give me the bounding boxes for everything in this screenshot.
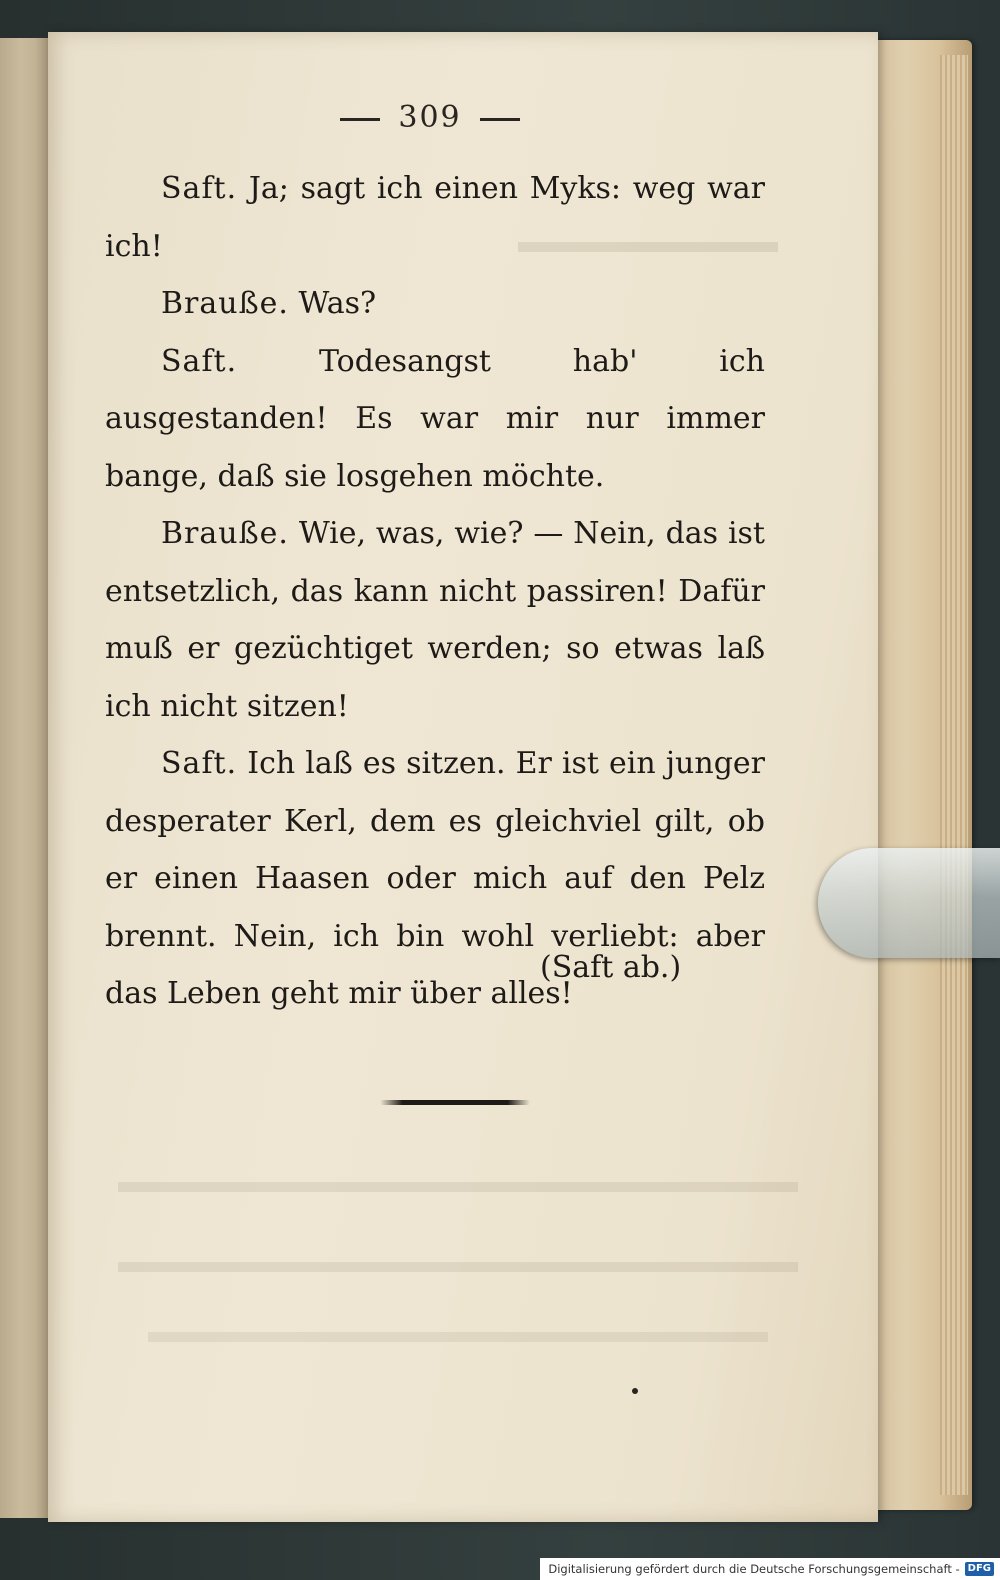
speaker-name: Saft. <box>161 746 238 781</box>
paragraph <box>105 505 765 735</box>
body-text <box>105 160 765 1023</box>
ink-speck <box>632 1388 638 1394</box>
page-clip <box>818 848 1000 958</box>
dialogue-text: Wie, was, wie? — Nein, das ist entsetzlich, das kann nicht passiren! Dafür muß er gezüchtiget werden; so etwas laß ich nicht sitzen! <box>105 516 765 724</box>
speaker-name: Brauße. <box>161 286 289 321</box>
dialogue-text: Todesangst hab' ich ausgestanden! Es war mir nur immer bange, daß sie losgehen möchte. <box>105 343 765 494</box>
paragraph <box>105 160 765 275</box>
page-stack-lines <box>940 55 968 1495</box>
page-number-dash-left <box>340 118 380 121</box>
dialogue-text: Was? <box>298 286 377 321</box>
stage-direction: (Saft ab.) <box>540 950 682 985</box>
section-end-rule <box>380 1100 530 1105</box>
credit-text: Digitalisierung gefördert durch die Deutsche Forschungsgemeinschaft - <box>548 1562 960 1576</box>
speaker-name: Saft. <box>161 171 238 206</box>
page-number-dash-right <box>480 118 520 121</box>
page-number <box>0 100 860 135</box>
speaker-name: Saft. <box>161 343 238 379</box>
paragraph <box>105 333 765 506</box>
speaker-name: Brauße. <box>161 516 289 551</box>
paragraph <box>105 275 765 333</box>
page-number-text: 309 <box>398 100 462 135</box>
dialogue-text: Ich laß es sitzen. Er ist ein junger desperater Kerl, dem es gleichviel gilt, ob er einen Haasen oder mich auf den Pelz brennt. Nein, ich bin wohl verliebt: aber das Leben geht mir über alles! <box>105 746 765 1011</box>
digitization-credit <box>540 1558 1000 1580</box>
dfg-logo-icon: DFG <box>965 1562 994 1576</box>
dialogue-text: Ja; sagt ich einen Myks: weg war ich! <box>105 171 765 264</box>
